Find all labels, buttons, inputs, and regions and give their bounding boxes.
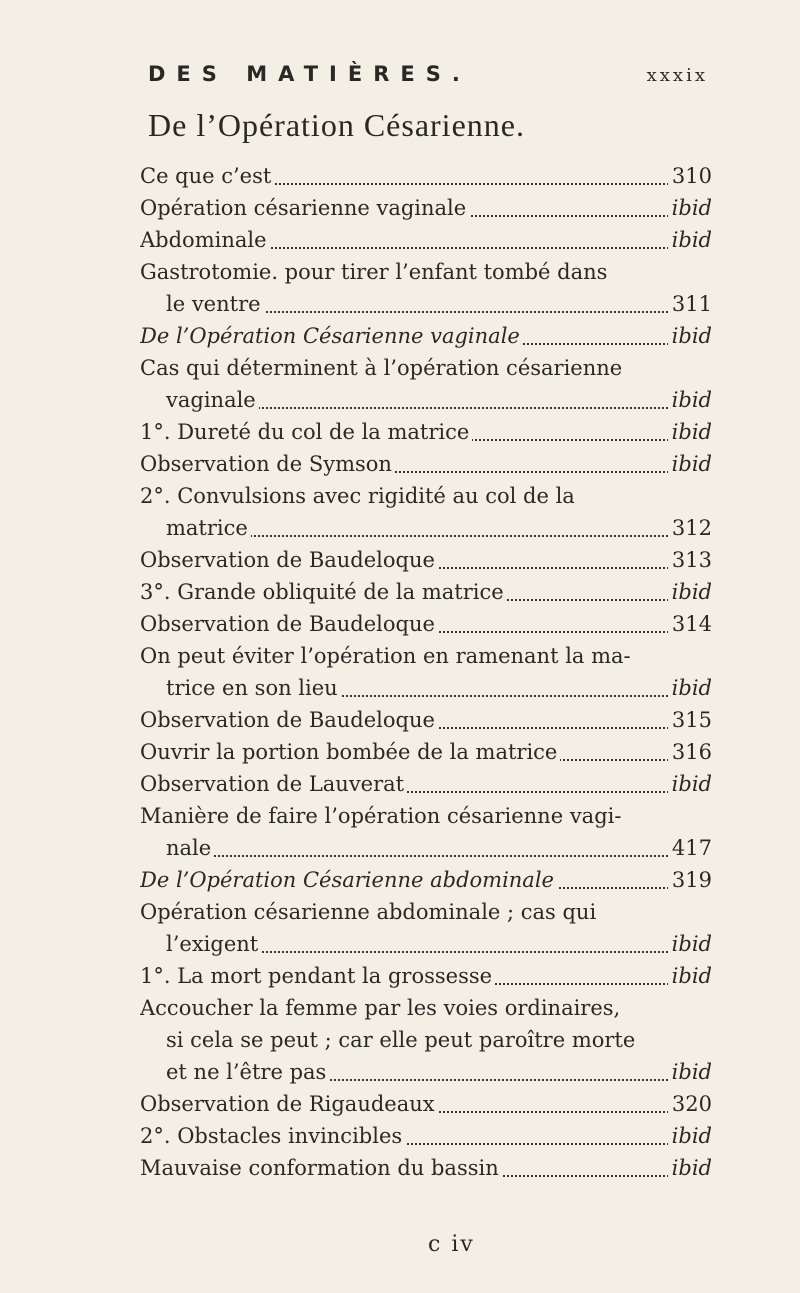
index-entry <box>140 672 712 704</box>
entry-text: Manière de faire l’opération césarienne vagi- <box>140 804 624 828</box>
signature-mark: c iv <box>428 1232 475 1257</box>
entry-page: 320 <box>668 1088 712 1120</box>
entry-page: 315 <box>668 704 712 736</box>
entry-text: On peut éviter l’opération en ramenant la ma- <box>140 644 634 668</box>
dot-leader <box>166 855 712 857</box>
entry-page: ibid <box>668 416 712 448</box>
index-entry <box>140 1120 712 1152</box>
entry-text: matrice <box>166 516 251 540</box>
index-entry <box>140 544 712 576</box>
index-entry <box>140 960 712 992</box>
page-number: xxxix <box>646 65 708 86</box>
section-title: De l’Opération Césarienne. <box>148 107 525 143</box>
entry-page: 314 <box>668 608 712 640</box>
entry-text: Observation de Baudeloque <box>140 708 438 732</box>
entry-page: ibid <box>668 1120 712 1152</box>
entry-text: Mauvaise conformation du bassin <box>140 1156 502 1180</box>
index-entry <box>140 416 712 448</box>
entry-text: Gastrotomie. pour tirer l’enfant tombé dans <box>140 260 610 284</box>
index-entry <box>140 448 712 480</box>
entry-text: Opération césarienne vaginale <box>140 196 469 220</box>
index-entry <box>140 288 712 320</box>
entry-text: 3°. Grande obliquité de la matrice <box>140 580 507 604</box>
running-head <box>148 62 708 86</box>
entry-page: ibid <box>668 960 712 992</box>
entry-page: ibid <box>668 320 712 352</box>
index-entry <box>140 1056 712 1088</box>
entry-text: Observation de Rigaudeaux <box>140 1092 438 1116</box>
index-entry <box>140 864 712 896</box>
entry-page: ibid <box>668 576 712 608</box>
entry-text: 2°. Obstacles invincibles <box>140 1124 405 1148</box>
entry-page: 319 <box>668 864 712 896</box>
entry-text: Ouvrir la portion bombée de la matrice <box>140 740 560 764</box>
entry-page: ibid <box>668 928 712 960</box>
index-entries <box>140 160 712 1184</box>
index-entry <box>140 896 712 928</box>
entry-text: De l’Opération Césarienne vaginale <box>140 324 523 348</box>
index-entry <box>140 1024 712 1056</box>
index-entry <box>140 800 712 832</box>
entry-page: ibid <box>668 192 712 224</box>
entry-page: 310 <box>668 160 712 192</box>
entry-page: ibid <box>668 448 712 480</box>
entry-page: 316 <box>668 736 712 768</box>
entry-page: ibid <box>668 672 712 704</box>
entry-page: 313 <box>668 544 712 576</box>
index-entry <box>140 992 712 1024</box>
entry-text: Ce que c’est <box>140 164 274 188</box>
index-entry <box>140 192 712 224</box>
entry-text: nale <box>166 836 214 860</box>
entry-page: 311 <box>668 288 712 320</box>
index-entry <box>140 1152 712 1184</box>
index-entry <box>140 768 712 800</box>
entry-text: le ventre <box>166 292 264 316</box>
index-entry <box>140 608 712 640</box>
entry-text: Accoucher la femme par les voies ordinaires, <box>140 996 623 1020</box>
entry-page: ibid <box>668 768 712 800</box>
entry-text: Abdominale <box>140 228 270 252</box>
entry-page: 312 <box>668 512 712 544</box>
entry-text: Opération césarienne abdominale ; cas qui <box>140 900 599 924</box>
entry-page: ibid <box>668 384 712 416</box>
entry-text: l’exigent <box>166 932 261 956</box>
entry-text: et ne l’être pas <box>166 1060 329 1084</box>
index-entry <box>140 832 712 864</box>
index-entry <box>140 352 712 384</box>
index-entry <box>140 160 712 192</box>
entry-text: 1°. Dureté du col de la matrice <box>140 420 472 444</box>
index-entry <box>140 224 712 256</box>
entry-page: ibid <box>668 1152 712 1184</box>
running-head-title: DES MATIÈRES. <box>148 62 471 86</box>
index-entry <box>140 704 712 736</box>
entry-text: Observation de Baudeloque <box>140 612 438 636</box>
entry-page: 417 <box>668 832 712 864</box>
entry-text: vaginale <box>166 388 259 412</box>
index-entry <box>140 512 712 544</box>
entry-text: 2°. Convulsions avec rigidité au col de la <box>140 484 578 508</box>
entry-text: si cela se peut ; car elle peut paroître morte <box>166 1028 638 1052</box>
index-entry <box>140 480 712 512</box>
index-entry <box>140 1088 712 1120</box>
index-entry <box>140 640 712 672</box>
entry-page: ibid <box>668 224 712 256</box>
entry-text: trice en son lieu <box>166 676 341 700</box>
entry-text: Cas qui déterminent à l’opération césarienne <box>140 356 625 380</box>
entry-page: ibid <box>668 1056 712 1088</box>
index-entry <box>140 928 712 960</box>
index-entry <box>140 384 712 416</box>
index-entry <box>140 256 712 288</box>
entry-text: 1°. La mort pendant la grossesse <box>140 964 495 988</box>
index-entry <box>140 576 712 608</box>
index-entry <box>140 320 712 352</box>
entry-text: Observation de Symson <box>140 452 395 476</box>
entry-text: De l’Opération Césarienne abdominale <box>140 868 557 892</box>
entry-text: Observation de Lauverat <box>140 772 407 796</box>
entry-text: Observation de Baudeloque <box>140 548 438 572</box>
index-entry <box>140 736 712 768</box>
